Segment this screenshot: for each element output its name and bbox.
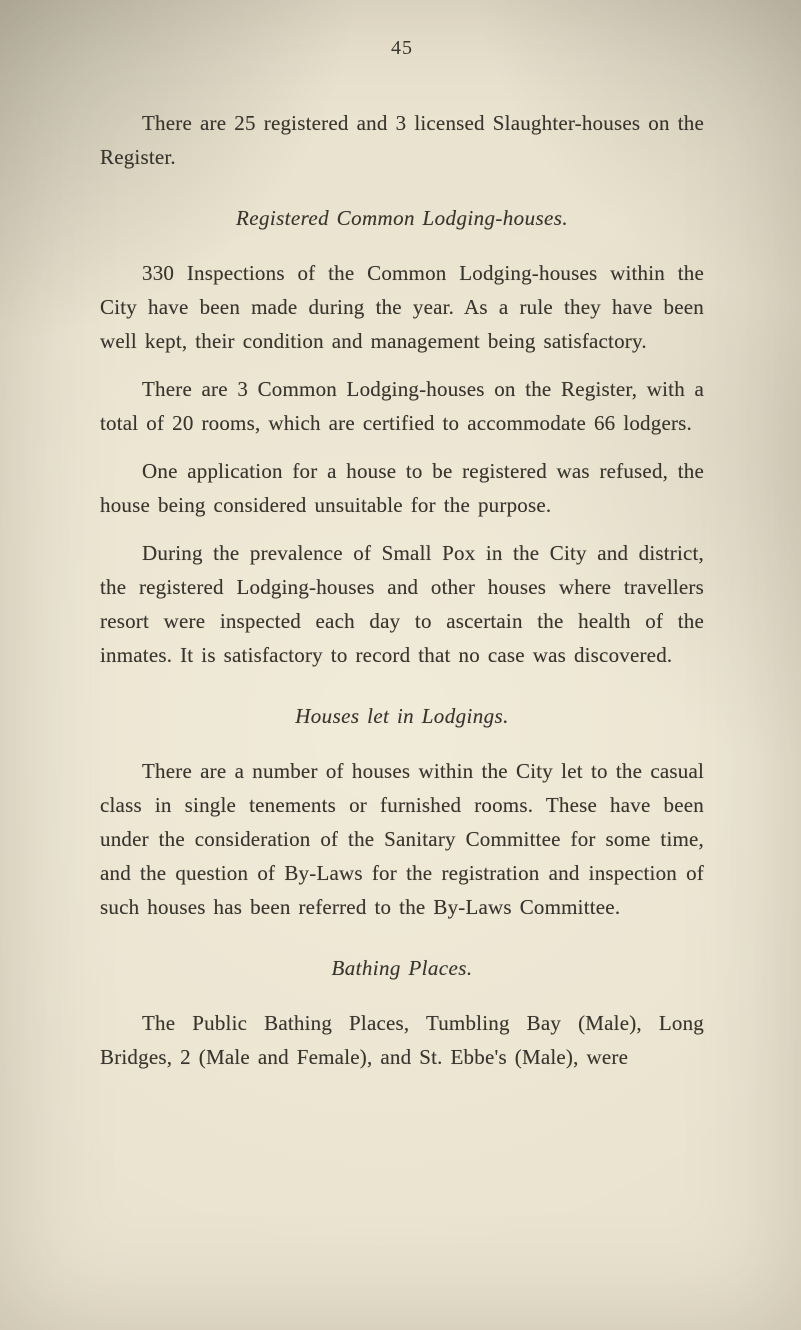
section-heading-registered-common-lodging-houses: Registered Common Lodging-houses. <box>236 206 568 230</box>
page-number: 45 <box>391 37 413 59</box>
paragraph-inspections: 330 Inspections of the Common Lodging-houses within the City have been made during the year. As a rule they have been well kept, their condition and management being satisfactory. <box>100 261 704 353</box>
paragraph-bathing-places: The Public Bathing Places, Tumbling Bay (Male), Long Bridges, 2 (Male and Female), and St. Ebbe's (Male), were <box>100 1011 704 1069</box>
paragraph-slaughterhouses: There are 25 registered and 3 licensed Slaughter-houses on the Register. <box>100 111 704 169</box>
paragraph-application-refused: One application for a house to be registered was refused, the house being considered unsuitable for the purpose. <box>100 459 704 517</box>
paragraph-register-rooms: There are 3 Common Lodging-houses on the Register, with a total of 20 rooms, which are certified to accommodate 66 lodgers. <box>100 377 704 435</box>
section-heading-bathing-places: Bathing Places. <box>331 956 473 980</box>
paragraph-smallpox-inspections: During the prevalence of Small Pox in the City and district, the registered Lodging-houses and other houses where travellers resort were inspected each day to ascertain the health of the inmates. It is satisfactory to record that no case was discovered. <box>100 541 704 667</box>
section-heading-houses-let-in-lodgings: Houses let in Lodgings. <box>295 704 509 728</box>
paragraph-houses-let: There are a number of houses within the City let to the casual class in single tenements or furnished rooms. These have been under the consideration of the Sanitary Committee for some time, and the question of By-Laws for the registration and inspection of such houses has been referred to the By-Laws Committee. <box>100 759 704 919</box>
